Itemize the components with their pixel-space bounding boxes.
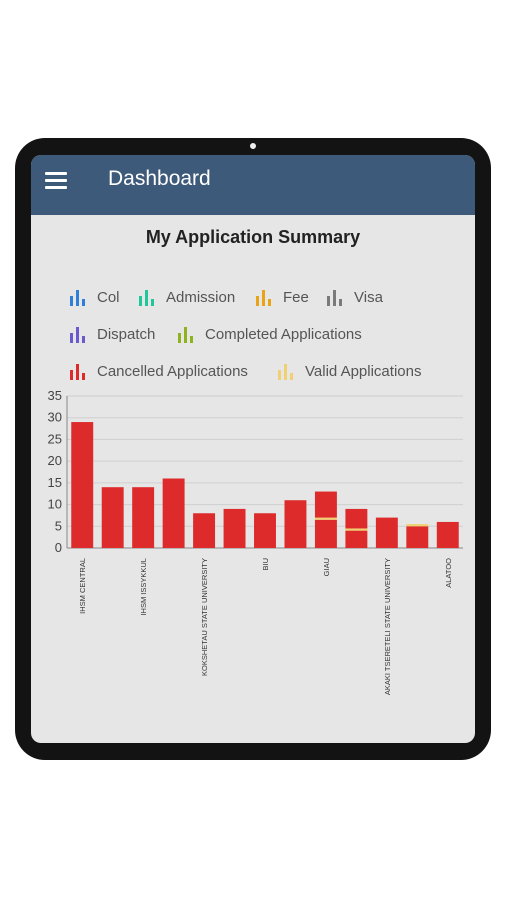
bar <box>193 513 215 548</box>
bar-chart-icon <box>69 362 89 380</box>
legend-label: Dispatch <box>97 325 156 343</box>
y-tick-label: 10 <box>47 496 62 512</box>
summary-title: My Application Summary <box>145 227 361 247</box>
y-tick-label: 35 <box>47 388 62 403</box>
hamburger-menu-icon[interactable] <box>41 165 73 195</box>
x-tick-label: BIU <box>261 558 270 571</box>
bar <box>406 526 428 548</box>
legend-label: Completed Applications <box>205 325 362 343</box>
legend-label: Fee <box>283 288 309 306</box>
legend-item-admission[interactable] <box>138 287 235 307</box>
y-tick-label: 15 <box>47 474 62 490</box>
app-bar <box>31 155 475 215</box>
bar-chart-icon <box>326 288 346 306</box>
bar <box>406 524 428 526</box>
bar-chart-icon <box>69 325 89 343</box>
legend-item-dispatch[interactable] <box>69 324 155 344</box>
bar-chart-icon <box>177 325 197 343</box>
x-tick-label: GIAU <box>321 558 331 577</box>
bar <box>437 522 459 548</box>
legend-label: Cancelled Applications <box>97 362 248 380</box>
x-tick-label: KOKSHETAU STATE UNIVERSITY <box>200 558 210 676</box>
bar-chart-icon <box>69 288 89 306</box>
legend-label: Col <box>97 288 120 306</box>
bar <box>254 513 276 548</box>
legend-label: Valid Applications <box>305 362 422 380</box>
bar <box>102 487 124 548</box>
legend-item-valid-applications[interactable] <box>277 361 421 381</box>
y-tick-label: 20 <box>47 453 62 469</box>
bar <box>163 479 185 548</box>
bar-chart-icon <box>277 362 297 380</box>
legend-label: Visa <box>354 288 383 306</box>
bar <box>71 422 93 548</box>
bar <box>224 509 246 548</box>
application-bar-chart <box>31 385 475 743</box>
y-tick-label: 25 <box>47 431 62 447</box>
page-title: Dashboard <box>108 167 211 190</box>
x-tick-label: ALATOO <box>443 558 453 588</box>
legend-item-cancelled-applications[interactable] <box>69 361 248 381</box>
bar-chart-icon <box>255 288 275 306</box>
x-tick-label: AKAKI TSERETELI STATE UNIVERSITY <box>382 558 392 696</box>
bar <box>376 518 398 548</box>
legend-item-completed-applications[interactable] <box>177 324 362 344</box>
y-tick-label: 0 <box>54 540 62 555</box>
bar <box>284 500 306 548</box>
bar <box>315 518 337 520</box>
y-tick-label: 5 <box>54 518 62 534</box>
x-tick-label: IHSM CENTRAL <box>78 558 88 614</box>
bar <box>345 531 367 548</box>
bar-chart-icon <box>138 288 158 306</box>
x-tick-label: IHSM ISSYKKUL <box>139 558 149 616</box>
legend-item-col[interactable] <box>69 287 120 307</box>
camera-dot <box>250 143 256 149</box>
bar <box>315 520 337 548</box>
legend-label: Admission <box>166 288 236 306</box>
app-screen <box>31 155 475 743</box>
bar <box>315 492 337 518</box>
bar <box>345 509 367 529</box>
legend-item-visa[interactable] <box>326 287 383 307</box>
legend-item-fee[interactable] <box>255 287 309 307</box>
y-tick-label: 30 <box>47 409 62 425</box>
bar <box>132 487 154 548</box>
bar <box>345 528 367 530</box>
